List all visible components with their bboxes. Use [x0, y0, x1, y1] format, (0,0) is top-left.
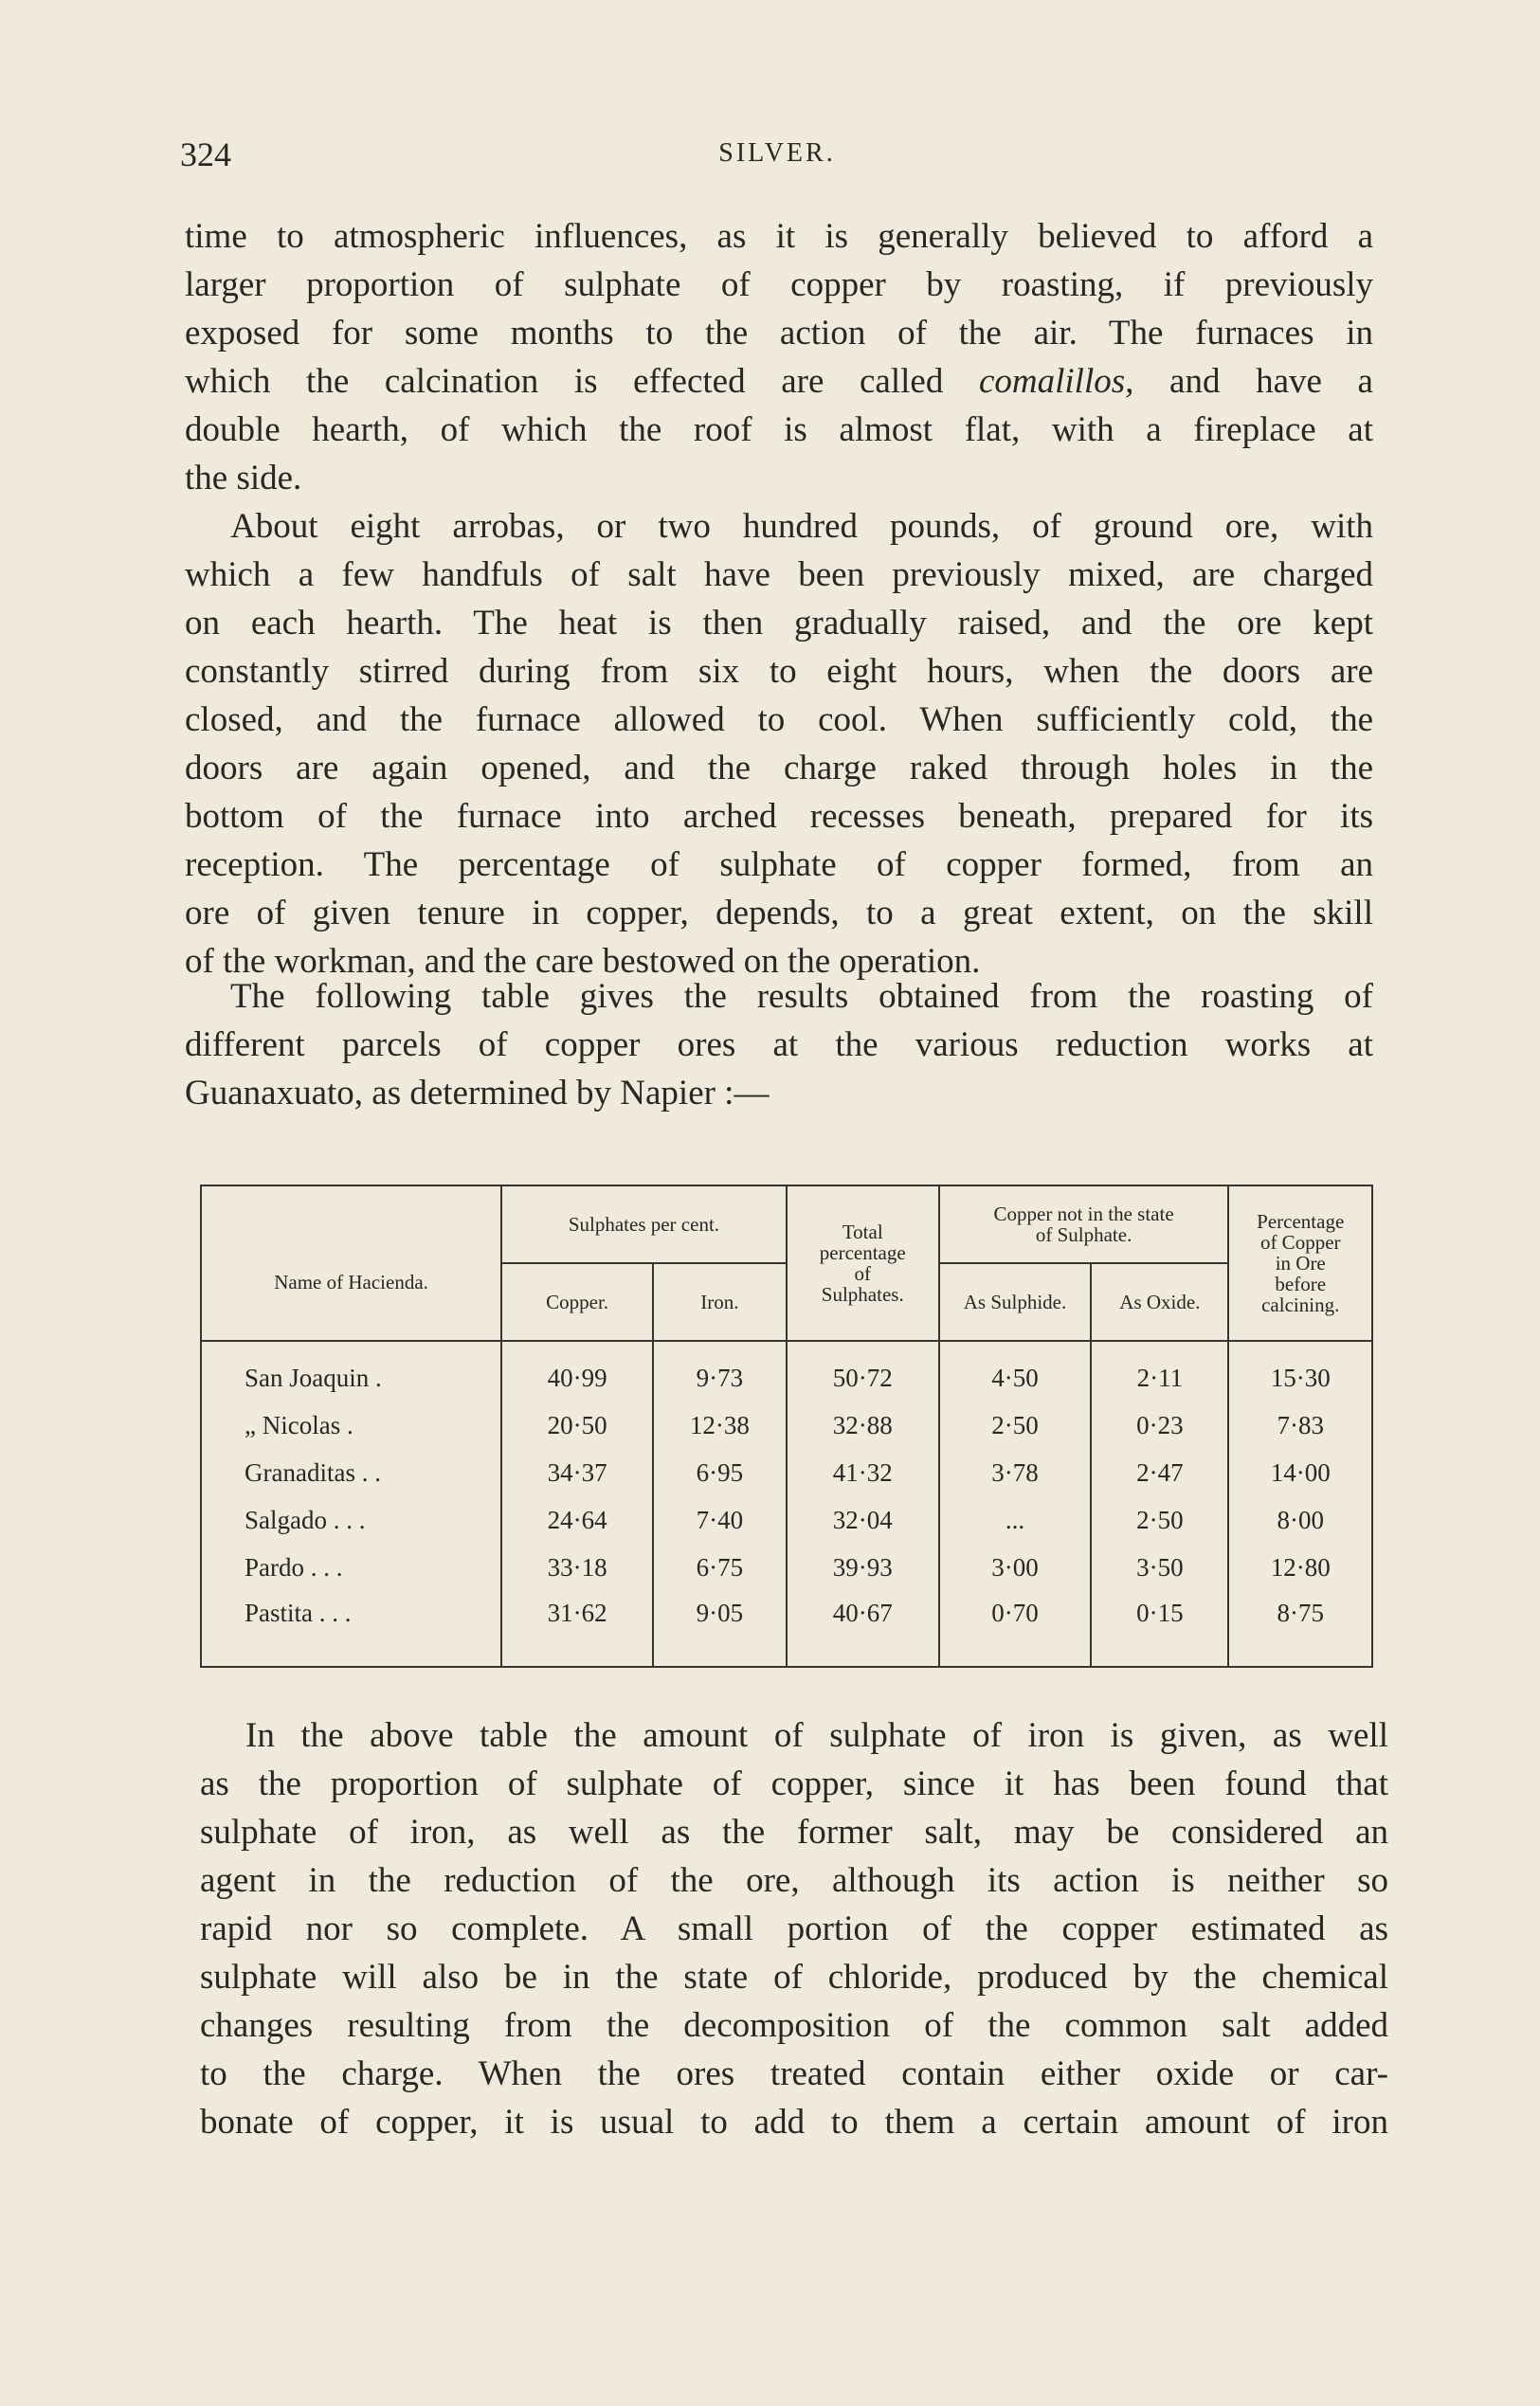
text-line: doors are again opened, and the charge raked through holes in the: [185, 749, 1373, 787]
page-number: 324: [180, 136, 231, 173]
text-line: double hearth, of which the roof is almost flat, with a fireplace at: [185, 410, 1373, 449]
text-line: exposed for some months to the action of the air. The furnaces in: [185, 314, 1373, 353]
paragraph-table-commentary: [200, 1711, 1388, 2146]
text-line: which a few handfuls of salt have been previously mixed, are charged: [185, 555, 1373, 594]
cell-name: Granaditas . .: [201, 1449, 501, 1496]
cell-total: 32·88: [787, 1402, 939, 1449]
text-line: on each hearth. The heat is then gradually raised, and the ore kept: [185, 604, 1373, 642]
cell-iron: 6·75: [653, 1544, 787, 1591]
page-header: [180, 135, 1374, 182]
cell-name: „ Nicolas .: [201, 1402, 501, 1449]
header-line: before: [1275, 1273, 1327, 1295]
header-line: of Copper: [1259, 1231, 1341, 1254]
cell-copper: 31·62: [501, 1591, 653, 1667]
cell-total: 32·04: [787, 1496, 939, 1544]
text-line: reception. The percentage of sulphate of copper formed, from an: [185, 845, 1373, 884]
header-as-sulphide: As Sulphide.: [939, 1263, 1092, 1341]
text-line: to the charge. When the ores treated contain either oxide or car-: [200, 2054, 1388, 2093]
cell-total: 39·93: [787, 1544, 939, 1591]
text-line: agent in the reduction of the ore, although its action is neither so: [200, 1861, 1388, 1900]
cell-oxide: 2·50: [1091, 1496, 1228, 1544]
header-name: Name of Hacienda.: [201, 1185, 501, 1341]
cell-oxide: 2·11: [1091, 1341, 1228, 1402]
paragraph-calcination: [185, 212, 1373, 502]
header-line: Total: [842, 1221, 883, 1243]
running-head: SILVER.: [718, 138, 836, 168]
cell-oxide: 0·15: [1091, 1591, 1228, 1667]
cell-copper: 33·18: [501, 1544, 653, 1591]
paragraph-roasting: [185, 502, 1373, 986]
text-line: bonate of copper, it is usual to add to them a certain amount of iron: [200, 2103, 1388, 2142]
text-line: as the proportion of sulphate of copper, since it has been found that: [200, 1764, 1388, 1803]
text-line: larger proportion of sulphate of copper by roasting, if previously: [185, 265, 1373, 304]
text-line: changes resulting from the decomposition of the common salt added: [200, 2006, 1388, 2045]
text-line: the side.: [185, 459, 302, 497]
table-body: [201, 1341, 1372, 1667]
text-line: different parcels of copper ores at the various reduction works at: [185, 1025, 1373, 1064]
cell-copper: 20·50: [501, 1402, 653, 1449]
text-line: sulphate of iron, as well as the former salt, may be considered an: [200, 1813, 1388, 1852]
header-line: of Sulphate.: [1035, 1223, 1132, 1246]
cell-copper: 34·37: [501, 1449, 653, 1496]
cell-iron: 7·40: [653, 1496, 787, 1544]
table-row: [201, 1496, 1372, 1544]
cell-name: Pastita . . .: [201, 1591, 501, 1667]
table-row: [201, 1449, 1372, 1496]
cell-iron: 9·73: [653, 1341, 787, 1402]
header-line: of: [854, 1262, 871, 1285]
header-line: percentage: [819, 1241, 906, 1264]
header-copper: Copper.: [501, 1263, 653, 1341]
italic-term: comalillos,: [978, 362, 1134, 401]
cell-name: Salgado . . .: [201, 1496, 501, 1544]
text-line: time to atmospheric influences, as it is generally believed to afford a: [185, 217, 1373, 256]
cell-name: San Joaquin .: [201, 1341, 501, 1402]
table-row: [201, 1402, 1372, 1449]
text-line: In the above table the amount of sulphate of iron is given, as well: [245, 1716, 1388, 1755]
cell-total: 41·32: [787, 1449, 939, 1496]
data-table: [200, 1185, 1373, 1668]
text-line: ore of given tenure in copper, depends, to a great extent, on the skill: [185, 894, 1373, 932]
cell-pct: 12·80: [1228, 1544, 1372, 1591]
cell-iron: 6·95: [653, 1449, 787, 1496]
header-total: [787, 1185, 939, 1341]
header-percentage: [1228, 1185, 1372, 1341]
cell-name: Pardo . . .: [201, 1544, 501, 1591]
text-fragment: and have a: [1133, 362, 1373, 401]
cell-sulphide: 3·00: [939, 1544, 1092, 1591]
text-line: of the workman, and the care bestowed on the operation.: [185, 942, 981, 981]
text-line: About eight arrobas, or two hundred pounds, of ground ore, with: [230, 507, 1373, 546]
cell-pct: 15·30: [1228, 1341, 1372, 1402]
cell-oxide: 2·47: [1091, 1449, 1228, 1496]
text-line: constantly stirred during from six to eight hours, when the doors are: [185, 652, 1373, 691]
header-line: Sulphates.: [821, 1283, 904, 1306]
cell-copper: 24·64: [501, 1496, 653, 1544]
header-sulphates: Sulphates per cent.: [501, 1185, 787, 1263]
paragraph-table-intro: [185, 972, 1373, 1117]
header-as-oxide: As Oxide.: [1091, 1263, 1228, 1341]
header-line: in Ore: [1275, 1252, 1326, 1275]
text-line: Guanaxuato, as determined by Napier :—: [185, 1074, 770, 1113]
text-line: closed, and the furnace allowed to cool. When sufficiently cold, the: [185, 700, 1373, 739]
cell-pct: 7·83: [1228, 1402, 1372, 1449]
cell-pct: 8·75: [1228, 1591, 1372, 1667]
cell-sulphide: 0·70: [939, 1591, 1092, 1667]
table-row: [201, 1341, 1372, 1402]
table-row: [201, 1591, 1372, 1667]
text-line: The following table gives the results obtained from the roasting of: [230, 977, 1373, 1016]
cell-sulphide: 3·78: [939, 1449, 1092, 1496]
header-not-sulphate: [939, 1185, 1229, 1263]
text-line: bottom of the furnace into arched recesses beneath, prepared for its: [185, 797, 1373, 836]
roasting-results-table: [200, 1185, 1373, 1663]
cell-total: 50·72: [787, 1341, 939, 1402]
header-iron: Iron.: [653, 1263, 787, 1341]
cell-oxide: 0·23: [1091, 1402, 1228, 1449]
header-line: Percentage: [1257, 1210, 1345, 1233]
header-line: Copper not in the state: [993, 1203, 1174, 1225]
cell-total: 40·67: [787, 1591, 939, 1667]
table-row: [201, 1544, 1372, 1591]
header-line: calcining.: [1261, 1293, 1340, 1316]
text-line: [185, 357, 1373, 406]
text-line: rapid nor so complete. A small portion of the copper estimated as: [200, 1909, 1388, 1948]
text-line: sulphate will also be in the state of chloride, produced by the chemical: [200, 1958, 1388, 1997]
cell-iron: 9·05: [653, 1591, 787, 1667]
cell-copper: 40·99: [501, 1341, 653, 1402]
cell-oxide: 3·50: [1091, 1544, 1228, 1591]
cell-pct: 8·00: [1228, 1496, 1372, 1544]
cell-pct: 14·00: [1228, 1449, 1372, 1496]
cell-sulphide: ...: [939, 1496, 1092, 1544]
text-fragment: which the calcination is effected are called: [185, 362, 979, 401]
cell-iron: 12·38: [653, 1402, 787, 1449]
cell-sulphide: 4·50: [939, 1341, 1092, 1402]
cell-sulphide: 2·50: [939, 1402, 1092, 1449]
